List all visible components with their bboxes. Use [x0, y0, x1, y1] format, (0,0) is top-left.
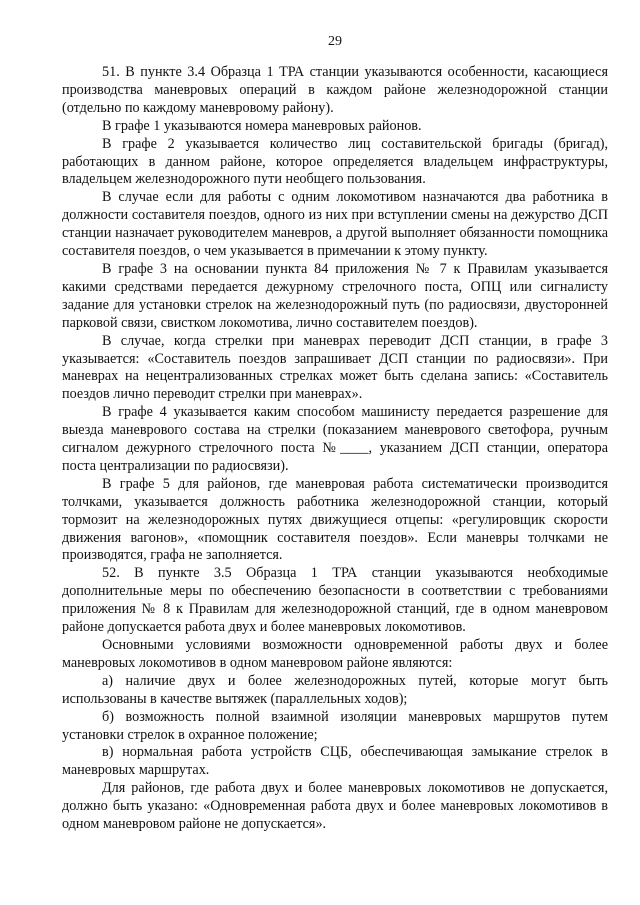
- paragraph-column-1: В графе 1 указываются номера маневровых районов.: [102, 117, 422, 134]
- paragraph-main-conditions: Основными условиями возможности одновременной работы двух и более маневровых локомотивов в одном маневровом районе являются:: [62, 637, 608, 671]
- list-item-v: в) нормальная работа устройств СЦБ, обеспечивающая замыкание стрелок в маневровых маршрутах.: [62, 744, 608, 779]
- paragraph-column-4: В графе 4 указывается каким способом машинисту передается разрешение для выезда маневрового состава на стрелки (показанием маневрового светофора, ручным сигналом дежурного стрелочного поста №____, указанием ДСП станции, оператора поста централизации по радиосвязи).: [62, 404, 608, 474]
- page-number: 29: [328, 34, 342, 49]
- paragraph-52: 52. В пункте 3.5 Образца 1 ТРА станции указываются необходимые дополнительные меры по обеспечению безопасности в соответствии с требованиями приложения № 8 к Правилам для железнодорожной станций, где в одном маневровом районе допускается работа двух и более маневровых локомотивов.: [62, 565, 608, 636]
- paragraph-column-5: В графе 5 для районов, где маневровая работа систематически производится толчками, указывается должность работника железнодорожной станции, который тормозит на железнодорожных путях движущиеся отцепы: «регулировщик скорости движения вагонов», «помощник составителя поездов». Если маневры толчками не производятся, графа не заполняется.: [62, 475, 608, 564]
- paragraph-column-3: В графе 3 на основании пункта 84 приложения № 7 к Правилам указывается какими средствами передается дежурному стрелочного поста, ОПЦ или сигналисту задание для установки стрелок на железнодорожный путь (по радиосвязи, двусторонней парковой связи, свистком локомотива, лично составителем поездов).: [62, 260, 608, 331]
- paragraph-not-allowed: Для районов, где работа двух и более маневровых локомотивов не допускается, должно быть указано: «Одновременная работа двух и более маневровых локомотивов в одном маневровом районе не допускается».: [62, 780, 608, 833]
- list-item-b: б) возможность полной взаимной изоляции маневровых маршрутов путем установки стрелок в охранное положение;: [62, 708, 608, 743]
- paragraph-dsp-switches: В случае, когда стрелки при маневрах переводит ДСП станции, в графе 3 указывается: «Составитель поездов запрашивает ДСП станции по радиосвязи». При маневрах на нецентрализованных стрелках может быть сделана запись: «Составитель поездов лично переводит стрелки при маневрах».: [62, 332, 608, 403]
- paragraph-two-workers: В случае если для работы с одним локомотивом назначаются два работника в должности составителя поездов, одного из них при вступлении смены на дежурство ДСП станции назначает руководителем маневров, а другой выполняет обязанности помощника составителя поездов, о чем указывается в примечании к этому пункту.: [62, 189, 608, 260]
- paragraph-51: 51. В пункте 3.4 Образца 1 ТРА станции указываются особенности, касающиеся производства маневровых операций в каждом районе железнодорожной станции (отдельно по каждому маневровому району).: [62, 64, 608, 116]
- list-item-a: а) наличие двух и более железнодорожных путей, которые могут быть использованы в качестве вытяжек (параллельных ходов);: [62, 672, 608, 707]
- paragraph-column-2: В графе 2 указывается количество лиц составительской бригады (бригад), работающих в данном районе, которое определяется владельцем инфраструктуры, владельцем железнодорожного пути необщего пользования.: [62, 135, 608, 188]
